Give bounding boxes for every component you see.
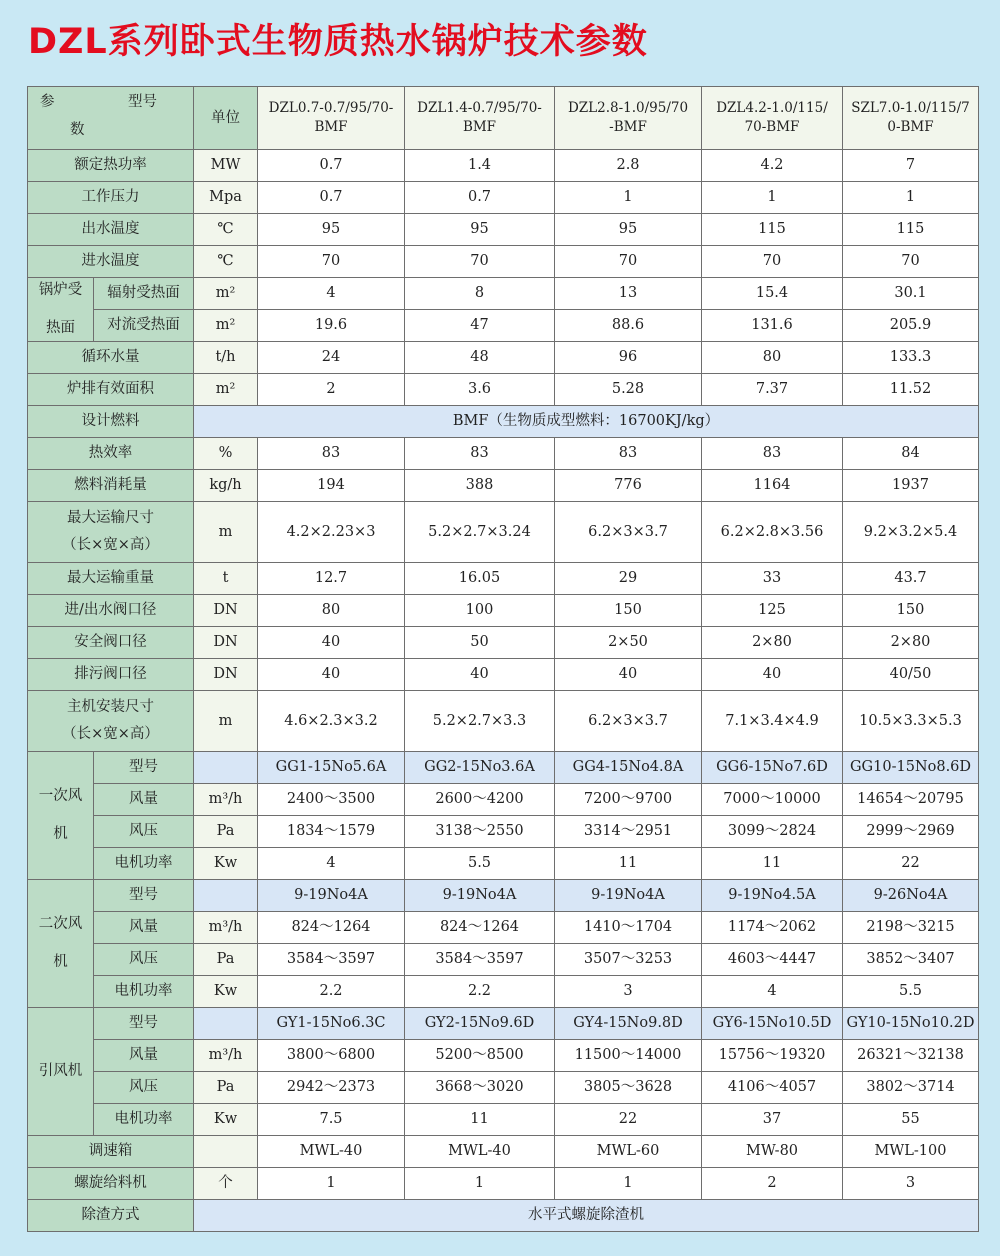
corner-label-can: 参 [40,94,55,110]
cell: 84 [843,438,979,470]
cell: 8 [405,278,555,310]
cell: 83 [405,438,555,470]
cell: 2 [702,1168,843,1200]
cell: 2400～3500 [258,784,405,816]
cell: 3138～2550 [405,816,555,848]
row-label: 风压 [94,816,194,848]
table-row-pressure [28,182,979,214]
row-label: 进/出水阀口径 [28,595,194,627]
cell: 1 [555,1168,702,1200]
cell: 55 [843,1104,979,1136]
header-model-4: DZL4.2-1.0/115/ 70-BMF [702,87,843,150]
cell: 70 [405,246,555,278]
cell: 7.37 [702,374,843,406]
row-unit: m³/h [194,912,258,944]
row-unit: Pa [194,1072,258,1104]
cell: 776 [555,470,702,502]
row-label: 螺旋给料机 [28,1168,194,1200]
cell: 205.9 [843,310,979,342]
cell: 1937 [843,470,979,502]
cell: 29 [555,563,702,595]
row-unit: m² [194,374,258,406]
table-row-transport-weight [28,563,979,595]
cell: 15756～19320 [702,1040,843,1072]
cell: 2×80 [843,627,979,659]
cell: 1 [405,1168,555,1200]
row-unit: Kw [194,1104,258,1136]
table-row-secondary-fan-power [28,976,979,1008]
cell: 9-19No4A [555,880,702,912]
table-row-secondary-fan-model [28,880,979,912]
cell: 96 [555,342,702,374]
cell: 3800～6800 [258,1040,405,1072]
cell: 0.7 [258,150,405,182]
table-row-install-size [28,691,979,752]
cell: 83 [258,438,405,470]
cell: 15.4 [702,278,843,310]
cell: 70 [702,246,843,278]
cell: 50 [405,627,555,659]
cell: 11 [555,848,702,880]
row-label: 出水温度 [28,214,194,246]
table-row-safety-valve [28,627,979,659]
cell: 14654～20795 [843,784,979,816]
row-label: 对流受热面 [94,310,194,342]
group-label-heating-area: 锅炉受 热面 [28,278,94,342]
page-title: DZL系列卧式生物质热水锅炉技术参数 [28,22,648,62]
cell: 43.7 [843,563,979,595]
table-row-consumption [28,470,979,502]
row-label: 设计燃料 [28,406,194,438]
cell: 3584～3597 [405,944,555,976]
cell: 95 [555,214,702,246]
cell: 3802～3714 [843,1072,979,1104]
row-unit [194,1008,258,1040]
row-unit [194,1136,258,1168]
cell: 40 [555,659,702,691]
cell: 7200～9700 [555,784,702,816]
cell: GG6-15No7.6D [702,752,843,784]
cell: 194 [258,470,405,502]
row-unit [194,752,258,784]
cell: 6.2×3×3.7 [555,691,702,752]
cell: 11 [405,1104,555,1136]
row-label: 额定热功率 [28,150,194,182]
cell: 0.7 [405,182,555,214]
cell: 7000～10000 [702,784,843,816]
table-row-slag [28,1200,979,1232]
row-label: 调速箱 [28,1136,194,1168]
cell: 3 [843,1168,979,1200]
cell: 3668～3020 [405,1072,555,1104]
header-row [28,87,979,150]
cell: 95 [405,214,555,246]
cell: GY4-15No9.8D [555,1008,702,1040]
header-model-2: DZL1.4-0.7/95/70- BMF [405,87,555,150]
table-row-water-flow [28,342,979,374]
cell: 5.2×2.7×3.24 [405,502,555,563]
slag-value: 水平式螺旋除渣机 [194,1200,979,1232]
cell: GG10-15No8.6D [843,752,979,784]
cell: MWL-40 [258,1136,405,1168]
cell: 11 [702,848,843,880]
cell: 100 [405,595,555,627]
table-row-grate-area [28,374,979,406]
corner-label-model: 型号 [128,94,157,110]
cell: 4.2 [702,150,843,182]
table-row-induced-fan-flow [28,1040,979,1072]
cell: 9-26No4A [843,880,979,912]
cell: 4 [702,976,843,1008]
cell: 70 [555,246,702,278]
cell: 2×50 [555,627,702,659]
table-row-primary-fan-power [28,848,979,880]
cell: 4603～4447 [702,944,843,976]
table-row-efficiency [28,438,979,470]
cell: 4 [258,278,405,310]
header-unit: 单位 [194,87,258,150]
row-unit: Pa [194,944,258,976]
header-model-3: DZL2.8-1.0/95/70 -BMF [555,87,702,150]
cell: 6.2×3×3.7 [555,502,702,563]
cell: 40/50 [843,659,979,691]
row-unit: m [194,502,258,563]
cell: 1410～1704 [555,912,702,944]
cell: 7.5 [258,1104,405,1136]
table-row-fuel [28,406,979,438]
cell: 88.6 [555,310,702,342]
cell: GG1-15No5.6A [258,752,405,784]
group-label-primary-fan: 一次风 机 [28,752,94,880]
row-unit: % [194,438,258,470]
row-unit: m² [194,278,258,310]
row-unit: Pa [194,816,258,848]
table-row-primary-fan-pressure [28,816,979,848]
spec-table [27,86,979,1232]
row-label: 风量 [94,784,194,816]
row-label: 电机功率 [94,1104,194,1136]
cell: 3584～3597 [258,944,405,976]
cell: 150 [555,595,702,627]
cell: 1 [555,182,702,214]
row-label: 最大运输尺寸 （长×宽×高） [28,502,194,563]
table-row-valve-io [28,595,979,627]
cell: 3.6 [405,374,555,406]
table-row-outlet-temp [28,214,979,246]
cell: 3852～3407 [843,944,979,976]
cell: 7 [843,150,979,182]
row-label: 进水温度 [28,246,194,278]
row-unit: m [194,691,258,752]
cell: 9.2×3.2×5.4 [843,502,979,563]
row-label: 风量 [94,912,194,944]
cell: 7.1×3.4×4.9 [702,691,843,752]
cell: 3507～3253 [555,944,702,976]
row-unit: Kw [194,848,258,880]
cell: 48 [405,342,555,374]
cell: 33 [702,563,843,595]
cell: 11.52 [843,374,979,406]
header-model-5: SZL7.0-1.0/115/7 0-BMF [843,87,979,150]
row-unit: ℃ [194,214,258,246]
cell: 5.5 [405,848,555,880]
cell: 4.6×2.3×3.2 [258,691,405,752]
cell: 4106～4057 [702,1072,843,1104]
cell: 37 [702,1104,843,1136]
row-unit: m³/h [194,1040,258,1072]
header-model-1: DZL0.7-0.7/95/70- BMF [258,87,405,150]
cell: 11500～14000 [555,1040,702,1072]
cell: 47 [405,310,555,342]
cell: 2.8 [555,150,702,182]
cell: 10.5×3.3×5.3 [843,691,979,752]
cell: 2 [258,374,405,406]
row-label: 热效率 [28,438,194,470]
row-label: 排污阀口径 [28,659,194,691]
table-row-secondary-fan-flow [28,912,979,944]
cell: MW-80 [702,1136,843,1168]
row-unit: t [194,563,258,595]
row-unit [194,880,258,912]
row-label: 型号 [94,880,194,912]
row-unit: MW [194,150,258,182]
row-label: 型号 [94,1008,194,1040]
table-row-induced-fan-model [28,1008,979,1040]
row-label: 电机功率 [94,976,194,1008]
table-row-induced-fan-power [28,1104,979,1136]
row-unit: DN [194,595,258,627]
cell: 2.2 [258,976,405,1008]
cell: 2198～3215 [843,912,979,944]
cell: 12.7 [258,563,405,595]
table-row-transport-size [28,502,979,563]
cell: 115 [702,214,843,246]
cell: 9-19No4A [258,880,405,912]
cell: GY1-15No6.3C [258,1008,405,1040]
group-label-induced-fan: 引风机 [28,1008,94,1136]
cell: 5.2×2.7×3.3 [405,691,555,752]
cell: 1 [843,182,979,214]
row-unit: ℃ [194,246,258,278]
cell: 9-19No4A [405,880,555,912]
cell: 824～1264 [405,912,555,944]
cell: 22 [843,848,979,880]
cell: 70 [843,246,979,278]
cell: 1834～1579 [258,816,405,848]
cell: 40 [258,659,405,691]
row-label: 除渣方式 [28,1200,194,1232]
table-row-speed-box [28,1136,979,1168]
group-label-secondary-fan: 二次风 机 [28,880,94,1008]
cell: 150 [843,595,979,627]
cell: 3314～2951 [555,816,702,848]
table-row-rated-power [28,150,979,182]
row-unit: kg/h [194,470,258,502]
cell: 3 [555,976,702,1008]
cell: 133.3 [843,342,979,374]
cell: 16.05 [405,563,555,595]
cell: 2.2 [405,976,555,1008]
cell: MWL-40 [405,1136,555,1168]
cell: 824～1264 [258,912,405,944]
table-row-induced-fan-pressure [28,1072,979,1104]
cell: 3805～3628 [555,1072,702,1104]
cell: 40 [405,659,555,691]
table-row-inlet-temp [28,246,979,278]
cell: 5.5 [843,976,979,1008]
cell: 26321～32138 [843,1040,979,1072]
corner-label-shu: 数 [70,122,85,138]
row-unit: Mpa [194,182,258,214]
cell: 2×80 [702,627,843,659]
cell: 70 [258,246,405,278]
cell: 80 [258,595,405,627]
cell: 80 [702,342,843,374]
cell: 9-19No4.5A [702,880,843,912]
cell: 4 [258,848,405,880]
cell: 1 [702,182,843,214]
cell: 83 [555,438,702,470]
table-row-secondary-fan-pressure [28,944,979,976]
row-unit: m² [194,310,258,342]
cell: 95 [258,214,405,246]
cell: 3099～2824 [702,816,843,848]
row-unit: DN [194,659,258,691]
cell: 1164 [702,470,843,502]
cell: 30.1 [843,278,979,310]
row-unit: DN [194,627,258,659]
table-row-primary-fan-model [28,752,979,784]
row-label: 循环水量 [28,342,194,374]
table-row-drain-valve [28,659,979,691]
cell: 115 [843,214,979,246]
row-label: 工作压力 [28,182,194,214]
cell: 83 [702,438,843,470]
row-unit: t/h [194,342,258,374]
cell: 1.4 [405,150,555,182]
cell: 4.2×2.23×3 [258,502,405,563]
row-label: 电机功率 [94,848,194,880]
row-label: 燃料消耗量 [28,470,194,502]
row-label: 辐射受热面 [94,278,194,310]
cell: 1 [258,1168,405,1200]
cell: 5.28 [555,374,702,406]
cell: 2600～4200 [405,784,555,816]
cell: 2999～2969 [843,816,979,848]
row-label: 炉排有效面积 [28,374,194,406]
cell: 19.6 [258,310,405,342]
row-unit: 个 [194,1168,258,1200]
cell: 131.6 [702,310,843,342]
row-label: 主机安装尺寸 （长×宽×高） [28,691,194,752]
row-label: 风量 [94,1040,194,1072]
cell: MWL-100 [843,1136,979,1168]
cell: 1174～2062 [702,912,843,944]
row-label: 风压 [94,944,194,976]
cell: GG2-15No3.6A [405,752,555,784]
cell: 24 [258,342,405,374]
row-label: 最大运输重量 [28,563,194,595]
cell: 13 [555,278,702,310]
cell: 40 [702,659,843,691]
table-row-convective-area [28,310,979,342]
row-unit: m³/h [194,784,258,816]
cell: 40 [258,627,405,659]
cell: GG4-15No4.8A [555,752,702,784]
cell: MWL-60 [555,1136,702,1168]
cell: 388 [405,470,555,502]
row-label: 安全阀口径 [28,627,194,659]
cell: GY2-15No9.6D [405,1008,555,1040]
cell: 2942～2373 [258,1072,405,1104]
cell: GY6-15No10.5D [702,1008,843,1040]
header-corner [28,87,194,150]
fuel-value: BMF（生物质成型燃料：16700KJ/kg） [194,406,979,438]
cell: 0.7 [258,182,405,214]
cell: 125 [702,595,843,627]
row-label: 型号 [94,752,194,784]
row-unit: Kw [194,976,258,1008]
table-row-radiant-area [28,278,979,310]
cell: 6.2×2.8×3.56 [702,502,843,563]
row-label: 风压 [94,1072,194,1104]
cell: 22 [555,1104,702,1136]
table-row-primary-fan-flow [28,784,979,816]
cell: GY10-15No10.2D [843,1008,979,1040]
table-row-feeder [28,1168,979,1200]
cell: 5200～8500 [405,1040,555,1072]
